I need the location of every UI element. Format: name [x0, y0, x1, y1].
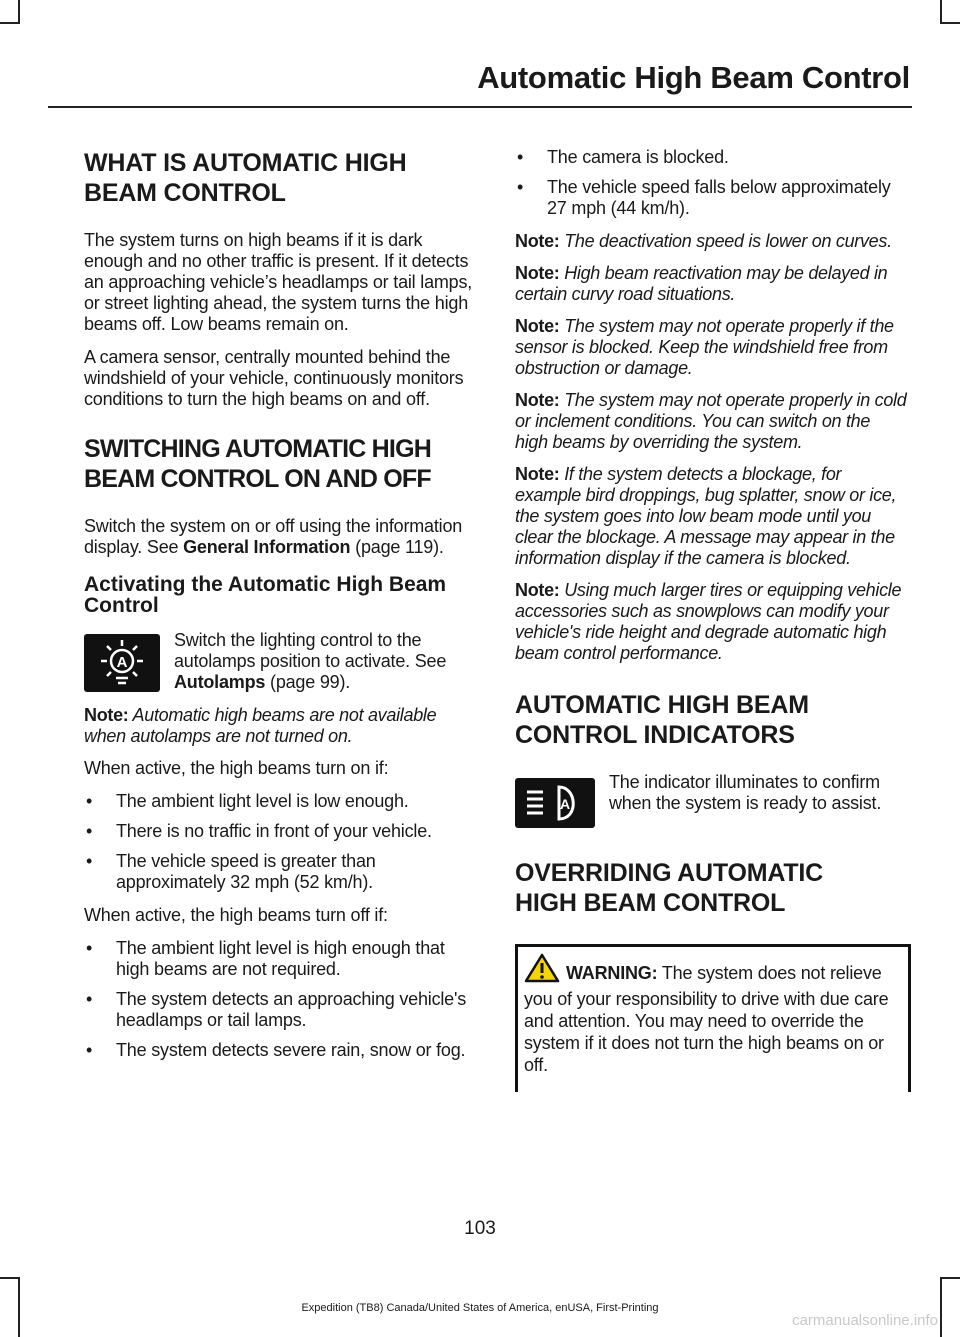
paragraph: When active, the high beams turn off if:: [84, 905, 388, 925]
right-column: [515, 147, 907, 1092]
page-title: Automatic High Beam Control: [477, 60, 910, 95]
autolamp-icon: [84, 634, 160, 692]
warning-box: [515, 944, 911, 1092]
svg-text:A: A: [116, 654, 128, 671]
list-item: • The ambient light level is low enough.: [84, 791, 476, 812]
note: Note: The system may not operate properly in cold or inclement conditions. You can switch on the high beams by overriding the system.: [515, 390, 907, 452]
list-item: • The vehicle speed is greater than approximately 32 mph (52 km/h).: [84, 851, 476, 893]
paragraph: Switch the lighting control to the autolamps position to activate. See Autolamps (page 99).: [174, 630, 447, 692]
crop-mark: [940, 0, 942, 24]
list-item: • The vehicle speed falls below approximately 27 mph (44 km/h).: [515, 177, 907, 219]
crop-mark: [0, 22, 20, 24]
note: Note: The system may not operate properly if the sensor is blocked. Keep the windshield free from obstruction or damage.: [515, 316, 894, 378]
bullet-list: [515, 147, 907, 219]
crop-mark: [18, 0, 20, 24]
left-column: [84, 148, 476, 1073]
section-heading-what-is: WHAT IS AUTOMATIC HIGH BEAM CONTROL: [84, 149, 407, 207]
section-heading-indicators: AUTOMATIC HIGH BEAM CONTROL INDICATORS: [515, 691, 809, 749]
page-number: 103: [464, 1218, 496, 1239]
crop-mark: [940, 22, 960, 24]
list-item: • The camera is blocked.: [515, 147, 907, 168]
paragraph: Switch the system on or off using the information display. See General Information (page 119).: [84, 516, 463, 557]
footer-text: Expedition (TB8) Canada/United States of America, enUSA, First-Printing: [301, 1302, 659, 1314]
crop-mark: [940, 1277, 960, 1279]
list-item: • The system detects severe rain, snow or fog.: [84, 1040, 476, 1061]
section-heading-switching: SWITCHING AUTOMATIC HIGH BEAM CONTROL ON AND OFF: [84, 435, 431, 493]
note: Note: Using much larger tires or equipping vehicle accessories such as snowplows can modify your vehicle's ride height and degrade automatic high beam control performance.: [515, 580, 902, 663]
watermark: carmanualsonline.info: [792, 1312, 938, 1329]
list-item: • There is no traffic in front of your vehicle.: [84, 821, 476, 842]
note: Note: The deactivation speed is lower on curves.: [515, 231, 892, 251]
bullet-list: [84, 791, 476, 893]
note: Note: If the system detects a blockage, for example bird droppings, bug splatter, snow or ice, the system goes into low beam mode until you clear the blockage. A message may appear in the information display if the camera is blocked.: [515, 464, 897, 568]
note: Note: High beam reactivation may be delayed in certain curvy road situations.: [515, 263, 888, 304]
section-heading-overriding: OVERRIDING AUTOMATIC HIGH BEAM CONTROL: [515, 859, 824, 917]
title-rule: [48, 106, 912, 108]
paragraph: A camera sensor, centrally mounted behind the windshield of your vehicle, continuously monitors conditions to turn the high beams on and off.: [84, 347, 464, 409]
paragraph: The system turns on high beams if it is dark enough and no other traffic is present. If it detects an approaching vehicle’s headlamps or tail lamps, or street lighting ahead, the system turns the high beams off. Low beams remain on.: [84, 230, 473, 334]
bullet-list: [84, 938, 476, 1061]
paragraph: The indicator illuminates to confirm when the system is ready to assist.: [609, 772, 882, 813]
autolamp-instruction: [84, 630, 476, 693]
sub-heading-activating: Activating the Automatic High Beam Control: [84, 573, 447, 617]
auto-high-beam-indicator-icon: [515, 778, 595, 828]
svg-text:A: A: [559, 796, 571, 812]
crop-mark: [0, 1277, 20, 1279]
warning-text: WARNING: The system does not relieve you of your responsibility to drive with due care and attention. You may need to override the system if it does not turn the high beams on or off.: [524, 953, 900, 1076]
indicator-description: [515, 772, 907, 828]
cross-reference-link[interactable]: General Information: [183, 537, 351, 557]
warning-triangle-icon: [524, 953, 560, 988]
cross-reference-link[interactable]: Autolamps: [174, 672, 266, 692]
list-item: • The system detects an approaching vehicle's headlamps or tail lamps.: [84, 989, 476, 1031]
paragraph: When active, the high beams turn on if:: [84, 758, 389, 778]
note: Note: Automatic high beams are not available when autolamps are not turned on.: [84, 705, 437, 746]
list-item: • The ambient light level is high enough that high beams are not required.: [84, 938, 476, 980]
